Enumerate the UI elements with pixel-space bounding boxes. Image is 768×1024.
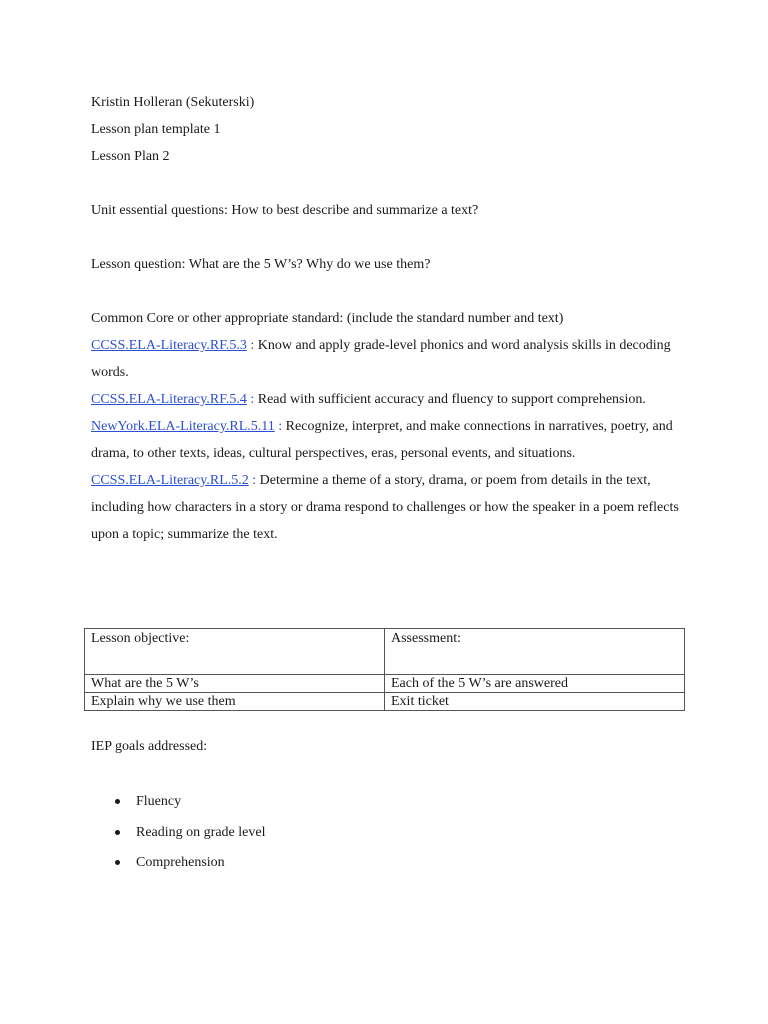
standard-item (91, 386, 681, 413)
standard-item (91, 467, 681, 548)
list-item (91, 819, 265, 850)
standard-separator: : (246, 338, 258, 353)
standard-separator: : (274, 419, 286, 434)
objective-header: Lesson objective: (85, 629, 385, 675)
standard-text: Recognize, interpret, and make connections in narratives, poetry, and drama, to other texts, ideas, cultural perspectives, eras, personal events, and situations. (91, 419, 673, 461)
bullet-icon (115, 799, 120, 804)
list-item (91, 849, 265, 880)
objective-cell: What are the 5 W’s (85, 675, 385, 693)
assessment-header: Assessment: (385, 629, 685, 675)
standard-separator: : (246, 392, 258, 407)
standard-item (91, 332, 681, 386)
standard-separator: : (248, 473, 260, 488)
standard-text: Determine a theme of a story, drama, or poem from details in the text, including how characters in a story or drama respond to challenges or how the speaker in a poem reflects upon a topic; summarize the text. (91, 473, 679, 542)
assessment-cell: Exit ticket (385, 693, 685, 711)
objective-assessment-table (84, 628, 685, 711)
standard-text: Read with sufficient accuracy and fluency to support comprehension. (257, 392, 646, 407)
standard-text: Know and apply grade-level phonics and word analysis skills in decoding words. (91, 338, 671, 380)
assessment-cell: Each of the 5 W’s are answered (385, 675, 685, 693)
iep-goals-list (91, 788, 265, 880)
standard-heading: Common Core or other appropriate standard: (include the standard number and text) (91, 311, 564, 326)
bullet-icon (115, 830, 120, 835)
table-header-row (85, 629, 685, 675)
template-label: Lesson plan template 1 (91, 122, 221, 137)
standard-item (91, 413, 681, 467)
bullet-icon (115, 860, 120, 865)
standard-link[interactable]: CCSS.ELA-Literacy.RF.5.4 (91, 392, 247, 407)
list-item (91, 788, 265, 819)
lesson-question: Lesson question: What are the 5 W’s? Why do we use them? (91, 257, 431, 272)
plan-label: Lesson Plan 2 (91, 149, 170, 164)
standard-link[interactable]: CCSS.ELA-Literacy.RF.5.3 (91, 338, 247, 353)
goal-label: Fluency (136, 794, 182, 809)
iep-goals-heading: IEP goals addressed: (91, 739, 208, 754)
table-row (85, 693, 685, 711)
standard-link[interactable]: NewYork.ELA-Literacy.RL.5.11 (91, 419, 275, 434)
goal-label: Comprehension (136, 855, 225, 870)
unit-essential-questions: Unit essential questions: How to best describe and summarize a text? (91, 203, 479, 218)
goal-label: Reading on grade level (136, 824, 266, 840)
objective-cell: Explain why we use them (85, 693, 385, 711)
lesson-plan-document (91, 89, 691, 548)
author-name: Kristin Holleran (Sekuterski) (91, 95, 255, 110)
standard-link[interactable]: CCSS.ELA-Literacy.RL.5.2 (91, 473, 249, 488)
table-row (85, 675, 685, 693)
